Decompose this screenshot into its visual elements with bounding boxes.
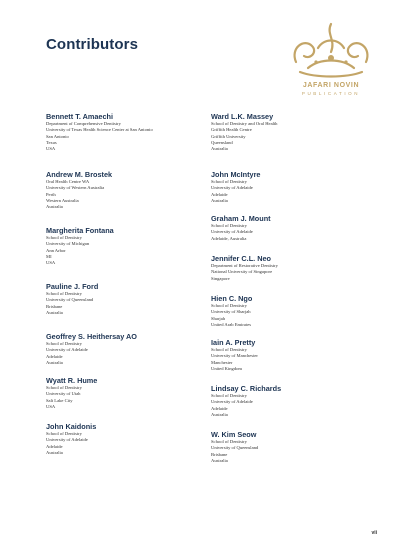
contributor-entry bbox=[211, 294, 381, 328]
contributor-name: Ward L.K. Massey bbox=[211, 112, 274, 121]
contributor-name: John McIntyre bbox=[211, 170, 261, 179]
affiliation-line: Perth bbox=[46, 191, 56, 197]
affiliation-line: University of Adelaide bbox=[46, 437, 88, 443]
affiliation-line: School of Dentistry bbox=[46, 341, 82, 346]
affiliation-line: Brisbane bbox=[46, 303, 63, 309]
affiliation-line: United Kingdom bbox=[211, 365, 243, 371]
affiliation-line: Adelaide bbox=[211, 191, 228, 197]
affiliation-line: University of Utah bbox=[46, 391, 81, 397]
contributor-entry bbox=[46, 332, 216, 366]
affiliation-line: Department of Restorative Dentistry bbox=[211, 263, 278, 268]
contributor-name: Margherita Fontana bbox=[46, 226, 114, 235]
contributor-name: Lindsay C. Richards bbox=[211, 384, 282, 393]
affiliation-line: Adelaide bbox=[46, 443, 63, 449]
affiliation-line: Australia bbox=[211, 146, 228, 152]
contributor-entry bbox=[211, 214, 381, 242]
affiliation-line: Ann Arbor bbox=[46, 247, 66, 253]
affiliation-line: Australia bbox=[46, 449, 63, 455]
page-title: Contributors bbox=[46, 36, 139, 53]
affiliation-line: School of Dentistry bbox=[211, 393, 247, 398]
contributor-entry bbox=[46, 226, 216, 266]
affiliation-line: Australia bbox=[46, 204, 63, 210]
affiliation-line: University of Sharjah bbox=[211, 309, 251, 315]
affiliation-line: School of Dentistry bbox=[211, 179, 247, 184]
contributor-name: W. Kim Seow bbox=[211, 430, 257, 439]
affiliation-line: Adelaide, Australia bbox=[211, 235, 247, 241]
contributor-entry bbox=[211, 170, 381, 204]
contributor-entry bbox=[46, 422, 216, 456]
logo-subtitle: PUBLICATION bbox=[301, 91, 361, 96]
affiliation-line: Australia bbox=[211, 457, 228, 463]
contributor-entry bbox=[46, 376, 216, 410]
affiliation-line: University of Adelaide bbox=[211, 399, 253, 405]
affiliation-line: School of Dentistry and Oral Health bbox=[211, 121, 278, 126]
publisher-logo bbox=[282, 18, 380, 98]
contributor-entry bbox=[211, 338, 381, 372]
affiliation-line: USA bbox=[46, 260, 56, 266]
contributor-name: Hien C. Ngo bbox=[211, 294, 253, 303]
contributor-entry bbox=[211, 254, 381, 282]
contributor-name: Iain A. Pretty bbox=[211, 338, 256, 347]
affiliation-line: University of Queensland bbox=[46, 297, 94, 303]
contributor-name: Pauline J. Ford bbox=[46, 282, 99, 291]
affiliation-line: School of Dentistry bbox=[211, 439, 247, 444]
affiliation-line: University of Michigan bbox=[46, 241, 90, 247]
affiliation-line: San Antonio bbox=[46, 133, 69, 139]
affiliation-line: MI bbox=[46, 253, 52, 259]
logo-name: JAFARI NOVIN bbox=[302, 82, 360, 89]
affiliation-line: USA bbox=[46, 403, 56, 409]
page-number: vii bbox=[371, 530, 377, 536]
affiliation-line: Sharjah bbox=[211, 315, 226, 321]
affiliation-line: Australia bbox=[211, 411, 228, 417]
affiliation-line: Western Australia bbox=[46, 197, 79, 203]
affiliation-line: School of Dentistry bbox=[211, 347, 247, 352]
affiliation-line: Texas bbox=[46, 139, 57, 145]
affiliation-line: University of Texas Health Science Center at San Antonio bbox=[46, 127, 153, 133]
affiliation-line: School of Dentistry bbox=[46, 291, 82, 296]
affiliation-line: Australia bbox=[46, 359, 63, 365]
affiliation-line: School of Dentistry bbox=[211, 223, 247, 228]
contributor-entry bbox=[46, 282, 216, 316]
contributor-entry bbox=[211, 430, 381, 464]
affiliation-line: United Arab Emirates bbox=[211, 321, 252, 327]
affiliation-line: Salt Lake City bbox=[46, 397, 73, 403]
affiliation-line: University of Adelaide bbox=[211, 229, 253, 235]
affiliation-line: University of Western Australia bbox=[46, 185, 105, 191]
contributor-entry bbox=[46, 170, 216, 210]
affiliation-line: Australia bbox=[211, 197, 228, 203]
affiliation-line: Department of Comprehensive Dentistry bbox=[46, 121, 121, 126]
contributor-entry bbox=[211, 112, 381, 152]
contributor-name: Geoffrey S. Heithersay AO bbox=[46, 332, 137, 341]
affiliation-line: School of Dentistry bbox=[46, 431, 82, 436]
affiliation-line: Singapore bbox=[211, 275, 230, 281]
contributor-name: Andrew M. Brostek bbox=[46, 170, 113, 179]
affiliation-line: Adelaide bbox=[211, 405, 228, 411]
affiliation-line: Queensland bbox=[211, 139, 233, 145]
affiliation-line: University of Manchester bbox=[211, 353, 258, 359]
contributor-name: Jennifer C.L. Neo bbox=[211, 254, 272, 263]
contributor-name: Wyatt R. Hume bbox=[46, 376, 98, 385]
affiliation-line: School of Dentistry bbox=[46, 235, 82, 240]
affiliation-line: Griffith University bbox=[211, 133, 246, 139]
affiliation-line: Manchester bbox=[211, 359, 233, 365]
affiliation-line: Australia bbox=[46, 309, 63, 315]
affiliation-line: Griffith Health Centre bbox=[211, 127, 252, 133]
contributor-entry bbox=[46, 112, 216, 152]
affiliation-line: USA bbox=[46, 146, 56, 152]
contributor-name: Graham J. Mount bbox=[211, 214, 271, 223]
publisher-emblem-icon bbox=[286, 18, 376, 82]
affiliation-line: University of Adelaide bbox=[211, 185, 253, 191]
contributor-entry bbox=[211, 384, 381, 418]
affiliation-line: School of Dentistry bbox=[46, 385, 82, 390]
affiliation-line: National University of Singapore bbox=[211, 269, 273, 275]
contributor-name: Bennett T. Amaechi bbox=[46, 112, 114, 121]
affiliation-line: School of Dentistry bbox=[211, 303, 247, 308]
affiliation-line: University of Queensland bbox=[211, 445, 259, 451]
affiliation-line: University of Adelaide bbox=[46, 347, 88, 353]
contributor-name: John Kaidonis bbox=[46, 422, 97, 431]
affiliation-line: Oral Health Centre WA bbox=[46, 179, 90, 184]
affiliation-line: Adelaide bbox=[46, 353, 63, 359]
affiliation-line: Brisbane bbox=[211, 451, 228, 457]
